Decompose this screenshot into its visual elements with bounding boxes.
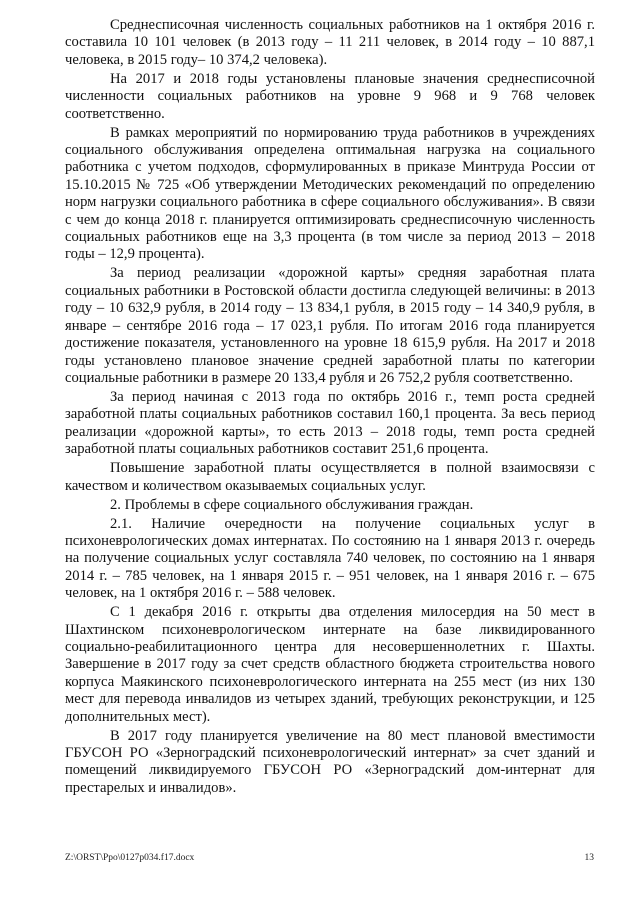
paragraph: Среднесписочная численность социальных работников на 1 октября 2016 г. составила 10 101 человек (в 2013 году – 11 211 человек, в 2014 году – 10 887,1 человека, в 2015 году– 10 374,2 человека). — [65, 17, 595, 68]
paragraph: На 2017 и 2018 годы установлены плановые значения среднесписочной численности социальных работников на уровне 9 968 и 9 768 человек соответственно. — [65, 70, 595, 122]
paragraph: За период реализации «дорожной карты» средняя заработная плата социальных работники в Ростовской области достигла следующей величины: в 2013 году – 10 632,9 рубля, в 2014 году – 13 834,1 рубля, в 2015 году – 14 340,9 рубля, в январе – сентябре 2016 года – 17 023,1 рубля. По итогам 2016 года планируется достижение показателя, установленного на уровне 18 615,9 рубля. На 2017 и 2018 годы установлено плановое значение средней заработной платы по категории социальные работники в размере 20 133,4 рубля и 26 752,2 рубля соответственно. — [65, 265, 595, 386]
footer-file-path: Z:\ORST\Ppo\0127p034.f17.docx — [65, 853, 195, 863]
paragraph: В рамках мероприятий по нормированию труда работников в учреждениях социального обслуживания определена оптимальная нагрузка на социального работника с учетом подходов, сформулированных в приказе Минтруда России от 15.10.2015 № 725 «Об утверждении Методических рекомендаций по определению норм нагрузки социального работника в сфере социального обслуживания». В связи с чем до конца 2018 г. планируется оптимизировать среднесписочную численность социальных работников еще на 3,3 процента (в том числе за период 2013 – 2018 годы – 12,9 процента). — [65, 124, 595, 263]
paragraph: Повышение заработной платы осуществляется в полной взаимосвязи с качеством и количеством оказываемых социальных услуг. — [65, 460, 595, 494]
paragraph: 2.1. Наличие очередности на получение социальных услуг в психоневрологических домах интернатах. По состоянию на 1 января 2013 г. очередь на получение социальных услуг составляла 740 человек, по состоянию на 1 января 2014 г. – 785 человек, на 1 января 2015 г. – 951 человек, на 1 января 2016 г. – 675 человек, на 1 октября 2016 г. – 588 человек. — [65, 515, 595, 602]
paragraph: За период начиная с 2013 года по октябрь 2016 г., темп роста средней заработной платы социальных работников составил 160,1 процента. За весь период реализации «дорожной карты», то есть 2013 – 2018 годы, темп роста средней заработной платы социальных работников составит 251,6 процента. — [65, 388, 595, 458]
section-heading: 2. Проблемы в сфере социального обслуживания граждан. — [110, 496, 474, 513]
paragraph: В 2017 году планируется увеличение на 80 мест плановой вместимости ГБУСОН РО «Зерноградский психоневрологический интернат» за счет зданий и помещений ликвидируемого ГБУСОН РО «Зерноградский дом-интернат для престарелых и инвалидов». — [65, 727, 595, 796]
page-number: 13 — [584, 853, 594, 863]
paragraph: С 1 декабря 2016 г. открыты два отделения милосердия на 50 мест в Шахтинском психоневрологическом интернате на базе ликвидированного социально-реабилитационного центра для несовершеннолетних г. Шахты. Завершение в 2017 году за счет средств областного бюджета строительства нового корпуса Маякинского психоневрологического интерната на 255 мест (из них 130 мест для перевода инвалидов из четырех зданий, требующих реконструкции, и 125 дополнительных мест). — [65, 604, 595, 725]
document-body — [65, 17, 595, 799]
